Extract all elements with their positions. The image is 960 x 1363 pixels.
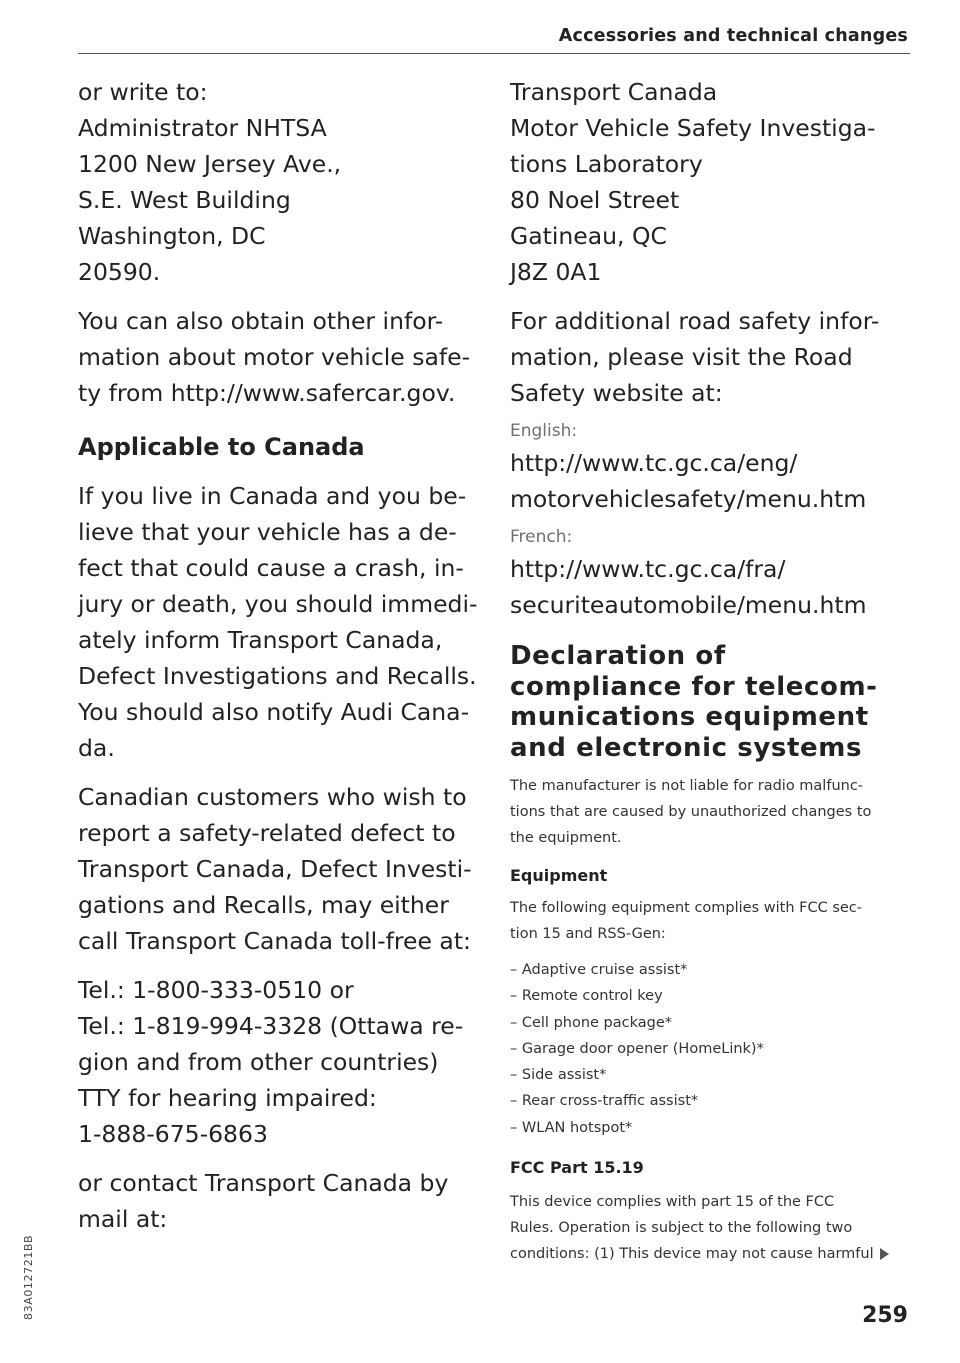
canada-defect-paragraph bbox=[78, 478, 478, 766]
address-line: J8Z 0A1 bbox=[510, 258, 602, 286]
list-item: – Adaptive cruise assist* bbox=[510, 962, 688, 978]
french-label: French: bbox=[510, 527, 573, 547]
text-line: If you live in Canada and you be- bbox=[78, 482, 467, 510]
text-line: You should also notify Audi Cana- bbox=[78, 698, 470, 726]
text-line: You can also obtain other infor- bbox=[78, 307, 444, 335]
canada-heading: Applicable to Canada bbox=[78, 433, 365, 461]
text-line: the equipment. bbox=[510, 830, 622, 846]
text-line: tion 15 and RSS-Gen: bbox=[510, 926, 666, 942]
safercar-paragraph bbox=[78, 303, 478, 411]
page-header bbox=[78, 24, 910, 54]
nhtsa-address bbox=[78, 110, 478, 290]
address-line: 1200 New Jersey Ave., bbox=[78, 150, 342, 178]
road-safety-paragraph bbox=[510, 303, 915, 411]
declaration-heading bbox=[510, 641, 915, 763]
address-line: S.E. West Building bbox=[78, 186, 291, 214]
text-line: Canadian customers who wish to bbox=[78, 783, 467, 811]
address-line: Motor Vehicle Safety Investiga- bbox=[510, 114, 876, 142]
address-line: Transport Canada bbox=[510, 78, 718, 106]
text-line: gations and Recalls, may either bbox=[78, 891, 449, 919]
text-line: Tel.: 1-819-994-3328 (Ottawa re- bbox=[78, 1012, 464, 1040]
right-column bbox=[510, 74, 915, 1267]
text-line: or write to: bbox=[78, 78, 208, 106]
english-label: English: bbox=[510, 421, 578, 441]
equipment-heading: Equipment bbox=[510, 866, 608, 885]
address-line: Administrator NHTSA bbox=[78, 114, 327, 142]
text-line: mation, please visit the Road bbox=[510, 343, 853, 371]
list-item: – WLAN hotspot* bbox=[510, 1119, 633, 1136]
address-line: tions Laboratory bbox=[510, 150, 703, 178]
url-line: http://www.tc.gc.ca/eng/ bbox=[510, 449, 798, 477]
french-url[interactable] bbox=[510, 551, 915, 623]
address-line: 80 Noel Street bbox=[510, 186, 680, 214]
equipment-intro bbox=[510, 895, 915, 947]
text-line: mail at: bbox=[78, 1205, 168, 1233]
heading-line: Declaration of bbox=[510, 641, 726, 671]
text-line: fect that could cause a crash, in- bbox=[78, 554, 464, 582]
left-column bbox=[78, 74, 478, 1237]
english-url[interactable] bbox=[510, 445, 915, 517]
write-to-intro bbox=[78, 74, 478, 110]
text-line: The manufacturer is not liable for radio malfunc- bbox=[510, 778, 864, 794]
text-line: The following equipment complies with FCC sec- bbox=[510, 900, 863, 916]
text-line: gion and from other countries) bbox=[78, 1048, 439, 1076]
text-line: report a safety-related defect to bbox=[78, 819, 456, 847]
manufacturer-paragraph bbox=[510, 773, 915, 851]
url-line: motorvehiclesafety/menu.htm bbox=[510, 485, 867, 513]
text-line: call Transport Canada toll-free at: bbox=[78, 927, 471, 955]
page-number: 259 bbox=[862, 1303, 908, 1328]
list-item: – Garage door opener (HomeLink)* bbox=[510, 1040, 764, 1057]
list-item: – Remote control key bbox=[510, 988, 663, 1005]
text-line: tions that are caused by unauthorized changes to bbox=[510, 804, 872, 820]
text-line: For additional road safety infor- bbox=[510, 307, 880, 335]
fcc-paragraph bbox=[510, 1189, 915, 1267]
text-line: da. bbox=[78, 734, 115, 762]
url-line: http://www.tc.gc.ca/fra/ bbox=[510, 555, 786, 583]
text-line-content: conditions: (1) This device may not cause harmful bbox=[510, 1246, 874, 1263]
transport-canada-address bbox=[510, 74, 915, 290]
text-line: ately inform Transport Canada, bbox=[78, 626, 443, 654]
address-line: Gatineau, QC bbox=[510, 222, 667, 250]
text-line bbox=[510, 1241, 915, 1267]
mail-paragraph bbox=[78, 1165, 478, 1237]
text-line: ty from http://www.safercar.gov. bbox=[78, 379, 456, 407]
text-line: This device complies with part 15 of the FCC bbox=[510, 1194, 835, 1211]
text-line: Rules. Operation is subject to the following two bbox=[510, 1220, 853, 1237]
customers-paragraph bbox=[78, 779, 478, 959]
text-line: lieve that your vehicle has a de- bbox=[78, 518, 457, 546]
equipment-list bbox=[510, 957, 915, 1141]
text-line: Defect Investigations and Recalls. bbox=[78, 662, 477, 690]
address-line: 20590. bbox=[78, 258, 161, 286]
list-item: – Cell phone package* bbox=[510, 1014, 673, 1031]
text-line: jury or death, you should immedi- bbox=[78, 590, 478, 618]
address-line: Washington, DC bbox=[78, 222, 266, 250]
text-line: TTY for hearing impaired: bbox=[78, 1084, 377, 1112]
list-item: – Side assist* bbox=[510, 1067, 607, 1084]
heading-line: compliance for telecom- bbox=[510, 671, 878, 702]
text-line: Safety website at: bbox=[510, 379, 723, 407]
list-item: – Rear cross-traffic assist* bbox=[510, 1093, 699, 1110]
text-line: Transport Canada, Defect Investi- bbox=[78, 855, 472, 883]
url-line: securiteautomobile/menu.htm bbox=[510, 591, 867, 619]
triangle-right-icon bbox=[880, 1248, 889, 1260]
heading-line: munications equipment bbox=[510, 702, 869, 732]
heading-line: and electronic systems bbox=[510, 732, 863, 763]
document-code: 83A012721BB bbox=[22, 1234, 35, 1320]
text-line: or contact Transport Canada by bbox=[78, 1169, 449, 1197]
section-title: Accessories and technical changes bbox=[558, 26, 908, 46]
fcc-heading: FCC Part 15.19 bbox=[510, 1158, 644, 1178]
text-line: 1-888-675-6863 bbox=[78, 1120, 268, 1148]
text-line: Tel.: 1-800-333-0510 or bbox=[78, 976, 354, 1004]
text-line: mation about motor vehicle safe- bbox=[78, 343, 471, 371]
phone-paragraph bbox=[78, 972, 478, 1152]
